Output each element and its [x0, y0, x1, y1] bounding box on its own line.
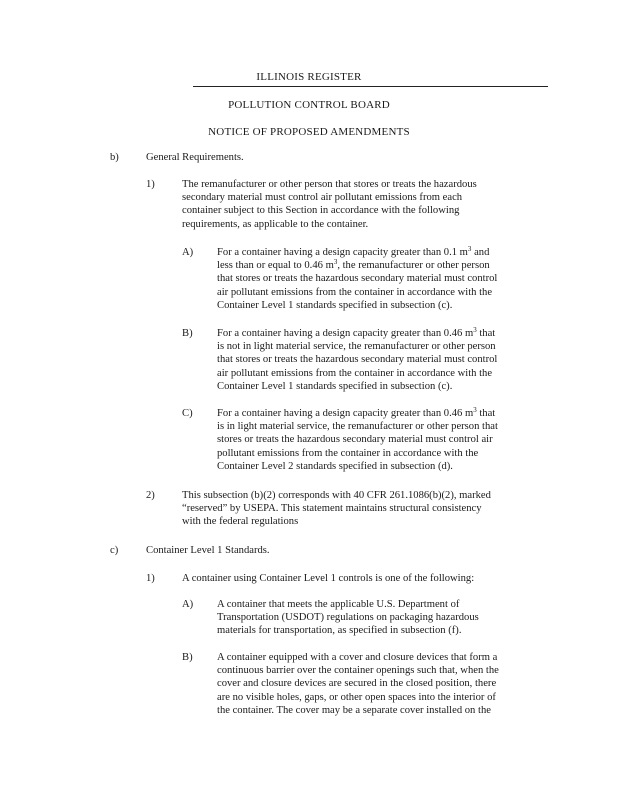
- b2-line: This subsection (b)(2) corresponds with 40 CFR 261.1086(b)(2), marked: [182, 490, 491, 501]
- b1b-label: B): [182, 328, 193, 339]
- b1c-line: pollutant emissions from the container in accordance with the: [217, 447, 479, 459]
- notice-title: NOTICE OF PROPOSED AMENDMENTS: [208, 126, 410, 138]
- b2-line: “reserved” by USEPA. This statement maintains structural consistency: [182, 503, 482, 515]
- section-b-heading: General Requirements.: [146, 152, 244, 163]
- b1a-line: Container Level 1 standards specified in subsection (c).: [217, 299, 453, 311]
- b1a-l1-pre: For a container having a design capacity greater than 0.1 m: [217, 247, 468, 258]
- b1a-l1-post: and: [471, 247, 490, 258]
- b2-text: [182, 489, 491, 529]
- b1-label: 1): [146, 179, 155, 190]
- c1b-line: continuous barrier over the container openings such that, when the: [217, 665, 499, 677]
- b1c-l1-sup: 3: [473, 406, 477, 414]
- b1a-l1-sup: 3: [467, 245, 472, 253]
- c1a-line: materials for transportation, as specified in subsection (f).: [217, 625, 462, 637]
- c1b-line: cover and closure devices are secured in the closed position, there: [217, 678, 497, 690]
- c1b-line: the container. The cover may be a separate cover installed on the: [217, 704, 491, 716]
- c1b-text: [217, 651, 499, 717]
- b1b-l1-post: that: [476, 328, 496, 339]
- section-b-label: b): [110, 152, 119, 163]
- b1c-line: [217, 407, 498, 420]
- b1c-text: [217, 407, 498, 473]
- board-title: POLLUTION CONTROL BOARD: [228, 99, 390, 111]
- b1a-text: [217, 246, 497, 312]
- b1-line: requirements, as applicable to the container.: [182, 218, 369, 230]
- c1a-label: A): [182, 599, 194, 610]
- b1c-l1-pre: For a container having a design capacity greater than 0.46 m: [217, 408, 474, 419]
- b1a-line: [217, 246, 497, 259]
- c1a-line: Transportation (USDOT) regulations on packaging hazardous: [217, 612, 479, 624]
- b1a-l2-post: , the remanufacturer or other person: [337, 260, 490, 272]
- b1-line: The remanufacturer or other person that stores or treats the hazardous: [182, 179, 477, 190]
- header-rule: [193, 86, 548, 87]
- b2-label: 2): [146, 490, 155, 501]
- b1b-l1-pre: For a container having a design capacity greater than 0.46 m: [217, 328, 474, 339]
- b1a-line: that stores or treats the hazardous secondary material must control: [217, 273, 498, 285]
- c1b-line: A container equipped with a cover and closure devices that form a: [217, 652, 498, 663]
- c1a-line: A container that meets the applicable U.S. Department of: [217, 599, 460, 610]
- c1b-line: are no visible holes, gaps, or other open spaces into the interior of: [217, 691, 496, 703]
- b1c-line: stores or treats the hazardous secondary material must control air: [217, 434, 493, 446]
- b1c-l1-post: that: [476, 408, 496, 419]
- c1a-text: [217, 598, 479, 638]
- b1b-text: [217, 327, 497, 393]
- b1b-l1-sup: 3: [473, 326, 477, 334]
- section-c-heading: Container Level 1 Standards.: [146, 545, 270, 556]
- b1a-line: air pollutant emissions from the container in accordance with the: [217, 286, 493, 298]
- section-c-label: c): [110, 545, 119, 556]
- b1c-line: Container Level 2 standards specified in subsection (d).: [217, 460, 453, 472]
- b2-line: with the federal regulations: [182, 516, 299, 528]
- b1-text: [182, 178, 477, 231]
- b1b-line: that stores or treats the hazardous secondary material must control: [217, 354, 498, 366]
- b1a-l2-sup: 3: [333, 258, 338, 267]
- b1b-line: Container Level 1 standards specified in subsection (c).: [217, 380, 453, 392]
- b1b-line: [217, 327, 497, 340]
- b1a-line: [217, 259, 497, 272]
- c1-label: 1): [146, 573, 155, 584]
- b1c-label: C): [182, 408, 193, 419]
- b1-line: secondary material must control air pollutant emissions from each: [182, 192, 463, 204]
- b1b-line: is not in light material service, the remanufacturer or other person: [217, 341, 496, 353]
- c1-text: A container using Container Level 1 controls is one of the following:: [182, 573, 475, 584]
- b1b-line: air pollutant emissions from the container in accordance with the: [217, 367, 493, 379]
- b1-line: container subject to this Section in accordance with the following: [182, 205, 460, 217]
- register-title: ILLINOIS REGISTER: [256, 71, 362, 83]
- b1c-line: is in light material service, the remanufacturer or other person that: [217, 421, 498, 433]
- b1a-l2-pre: less than or equal to 0.46 m: [217, 260, 334, 272]
- c1b-label: B): [182, 652, 193, 663]
- b1a-label: A): [182, 247, 194, 258]
